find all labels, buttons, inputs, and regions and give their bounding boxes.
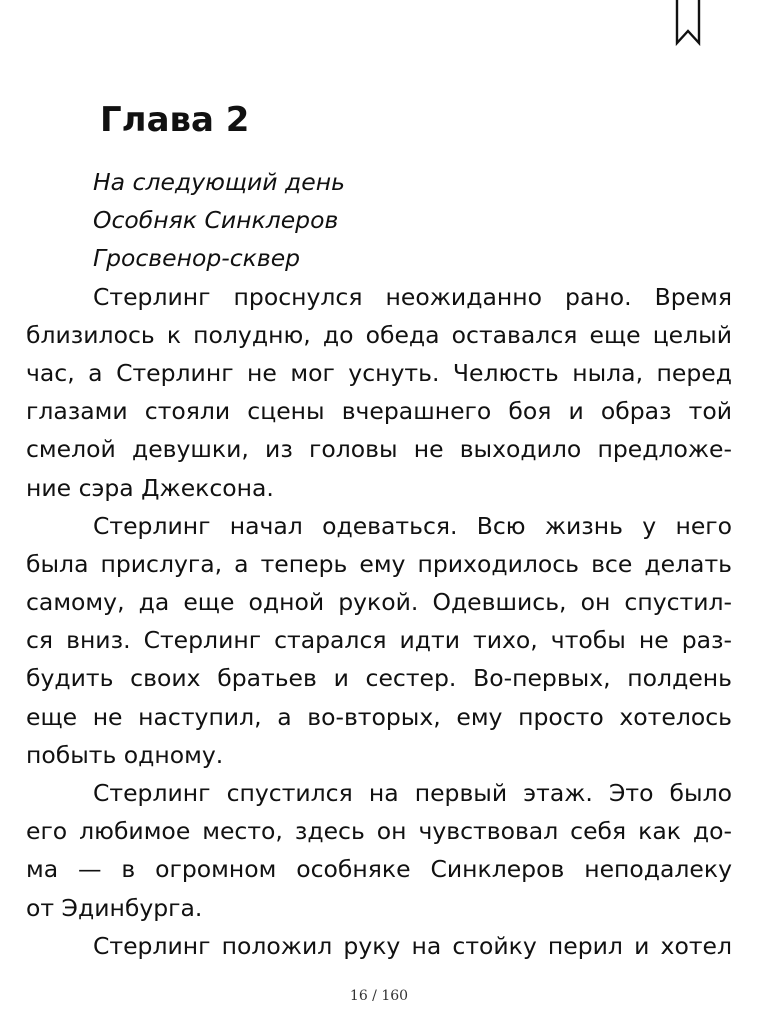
page-text [26, 163, 732, 965]
text-line: Стерлинг спустился на первый этаж. Это было [93, 779, 732, 807]
text-line: ние сэра Джексона. [26, 473, 274, 502]
text-line: Стерлинг начал одеваться. Всю жизнь у него [93, 511, 732, 540]
text-line: ма — в огромном особняке Синклеров неподалеку [26, 855, 732, 884]
text-line: была прислуга, а теперь ему приходилось все делать [26, 549, 732, 578]
text-line: глазами стояли сцены вчерашнего боя и образ той [26, 397, 732, 426]
text-line: самому, да еще одной рукой. Одевшись, он спустил- [26, 588, 732, 617]
bookmark-icon[interactable] [675, 0, 701, 46]
text-line: смелой девушки, из головы не выходило предложе- [26, 435, 732, 464]
text-line: будить своих братьев и сестер. Во-первых, полдень [26, 664, 732, 693]
text-line: еще не наступил, а во-вторых, ему просто хотелось [26, 702, 732, 731]
text-line: близилось к полудню, до обеда оставался еще целый [26, 320, 732, 349]
text-line: Стерлинг проснулся неожиданно рано. Время [93, 282, 732, 311]
text-line: побыть одному. [26, 740, 224, 769]
heading-line: Гросвенор-сквер [93, 244, 301, 273]
text-line: час, а Стерлинг не мог уснуть. Челюсть ныла, перед [26, 358, 732, 387]
bookmark-icon-shape [675, 0, 701, 46]
page-counter: 16 / 160 [349, 988, 409, 1004]
heading-line: На следующий день [93, 168, 345, 196]
text-line: ся вниз. Стерлинг старался идти тихо, чтобы не раз- [26, 626, 732, 655]
chapter-title: Глава 2 [100, 100, 250, 140]
text-line: Стерлинг положил руку на стойку перил и хотел [93, 931, 732, 960]
heading-line: Особняк Синклеров [93, 206, 339, 235]
text-line: его любимое место, здесь он чувствовал себя как до- [26, 817, 732, 846]
text-line: от Эдинбурга. [26, 893, 203, 922]
